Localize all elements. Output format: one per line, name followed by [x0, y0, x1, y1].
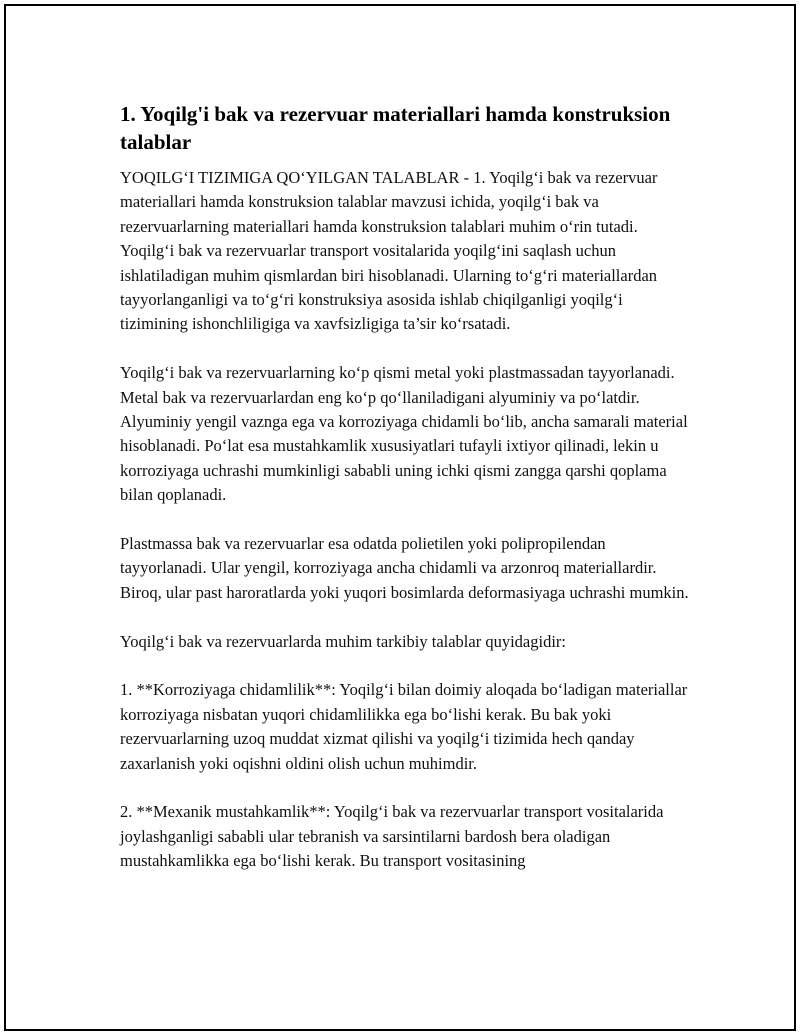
- paragraph-requirements-intro: Yoqilg‘i bak va rezervuarlarda muhim tarkibiy talablar quyidagidir:: [120, 631, 566, 651]
- document-page: [4, 4, 796, 1031]
- paragraph-metal-materials: Yoqilg‘i bak va rezervuarlarning ko‘p qismi metal yoki plastmassadan tayyorlanadi. Metal bak va rezervuarlardan eng ko‘p qo‘llaniladigani alyuminiy va po‘latdir. Alyuminiy yengil vaznga ega va korroziyaga chidamli bo‘lib, ancha samarali material hisoblanadi. Po‘lat esa mustahkamlik xususiyatlari tufayli ixtiyor qilinadi, lekin u korroziyaga uchrashi mumkinligi sababli uning ichki qismi zangga qarshi qoplama bilan qoplanadi.: [120, 363, 688, 505]
- document-title: 1. Yoqilg'i bak va rezervuar materiallari hamda konstruksion talablar: [120, 102, 671, 154]
- list-item-corrosion-resistance: 1. **Korroziyaga chidamlilik**: Yoqilg‘i bilan doimiy aloqada bo‘ladigan materiallar korroziyaga nisbatan yuqori chidamlilikka ega bo‘lishi kerak. Bu bak yoki rezervuarlarning uzoq muddat xizmat qilishi va yoqilg‘i tizimida hech qanday zaxarlanish yoki oqishni oldini olish uchun muhimdir.: [120, 680, 688, 773]
- list-item-mechanical-strength: 2. **Mexanik mustahkamlik**: Yoqilg‘i bak va rezervuarlar transport vositalarida joylashganligi sababli ular tebranish va sarsintilarni bardosh bera oladigan mustahkamlikka ega bo‘lishi kerak. Bu transport vositasining: [120, 802, 664, 871]
- document-body: [120, 100, 690, 898]
- paragraph-intro: YOQILG‘I TIZIMIGA QO‘YILGAN TALABLAR - 1. Yoqilg‘i bak va rezervuar materiallari hamda konstruksion talablar mavzusi ichida, yoqilg‘i bak va rezervuarlarning materiallari hamda konstruksion talablari muhim o‘rin tutadi. Yoqilg‘i bak va rezervuarlar transport vositalarida yoqilg‘ini saqlash uchun ishlatiladigan muhim qismlardan biri hisoblanadi. Ularning to‘g‘ri materiallardan tayyorlanganligi va to‘g‘ri konstruksiya asosida ishlab chiqilganligi yoqilg‘i tizimining ishonchliligiga va xavfsizligiga ta’sir ko‘rsatadi.: [120, 168, 658, 334]
- paragraph-plastic-materials: Plastmassa bak va rezervuarlar esa odatda polietilen yoki polipropilendan tayyorlanadi. Ular yengil, korroziyaga ancha chidamli va arzonroq materiallardir. Biroq, ular past haroratlarda yoki yuqori bosimlarda deformasiyaga uchrashi mumkin.: [120, 534, 689, 602]
